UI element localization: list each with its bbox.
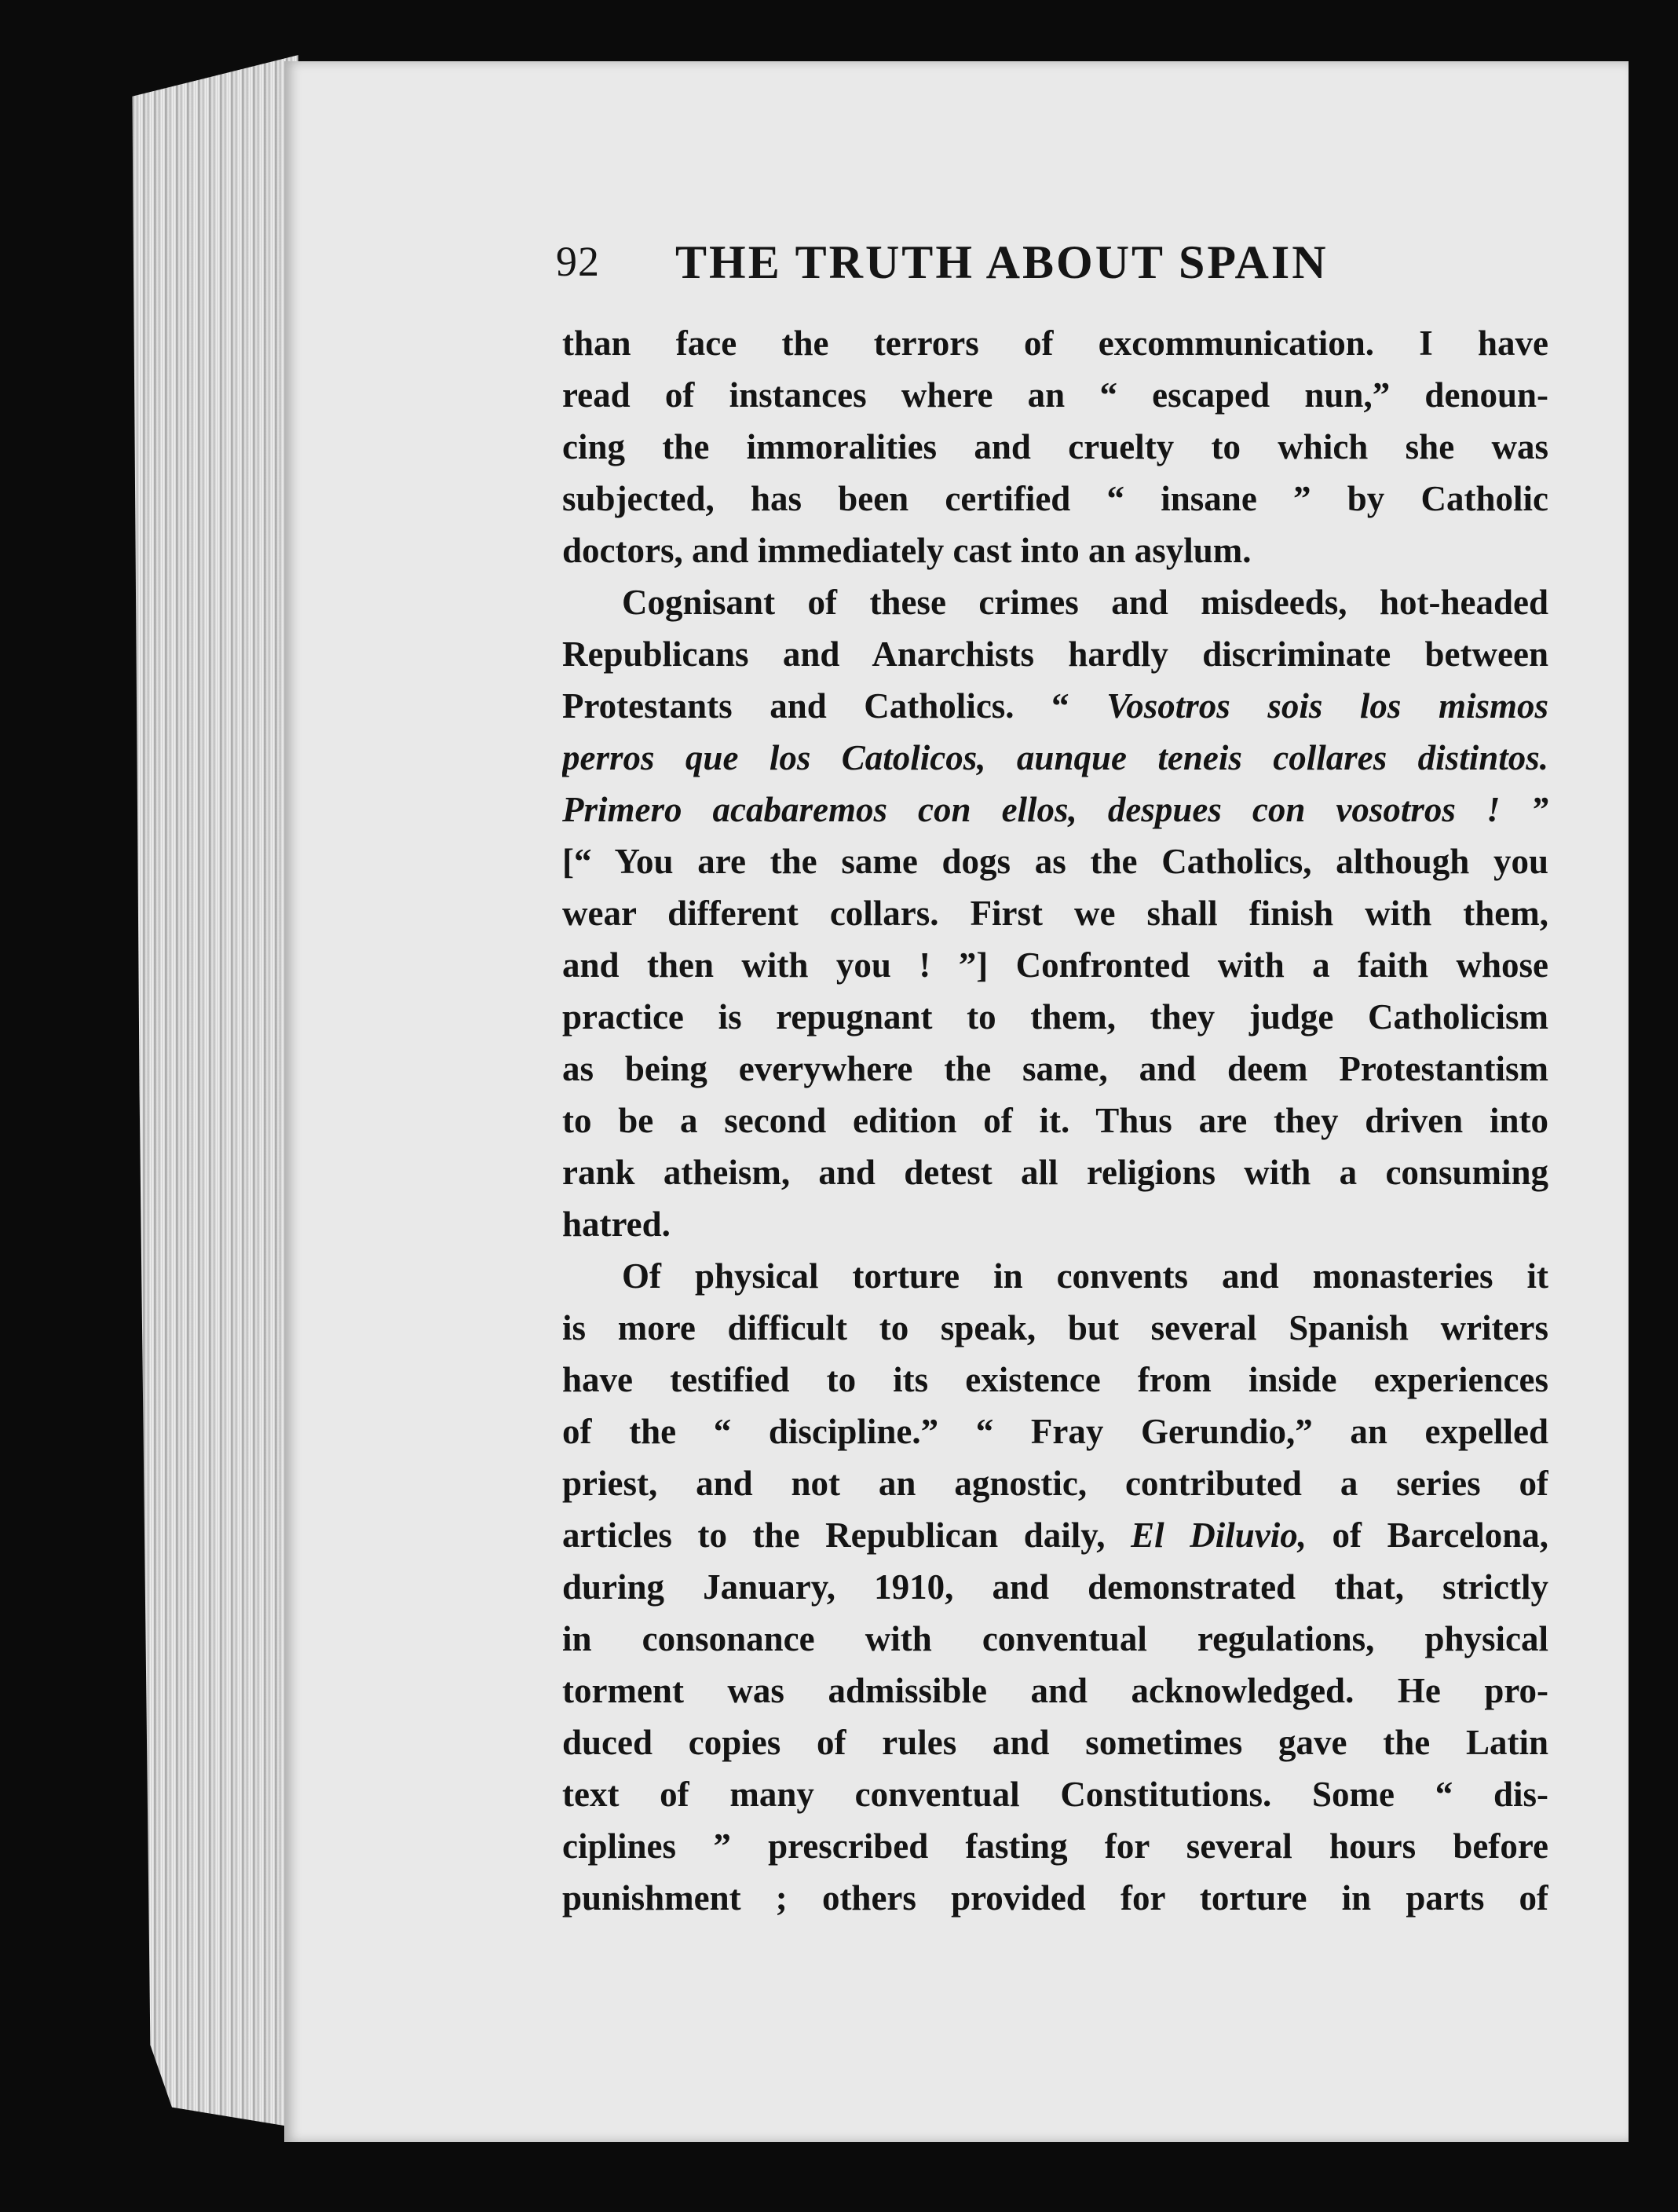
text-line: practice is repugnant to them, they judge Catholicism (562, 997, 1548, 1037)
text-line: rank atheism, and detest all religions with a consuming (562, 1153, 1548, 1192)
text-line: [“ You are the same dogs as the Catholics, although you (562, 842, 1548, 881)
text-line: of the “ discipline.” “ Fray Gerundio,” an expelled (562, 1412, 1548, 1451)
text-line: Cognisant of these crimes and misdeeds, hot-headed (622, 583, 1548, 622)
italic-quote: Vosotros sois los mismos (1106, 686, 1548, 726)
text-line-italic: Primero acabaremos con ellos, despues con vosotros ! ” (562, 790, 1548, 829)
text-line: is more difficult to speak, but several Spanish writers (562, 1308, 1548, 1347)
text-line: to be a second edition of it. Thus are they driven into (562, 1101, 1548, 1140)
page-header (556, 236, 1547, 298)
text-segment: Protestants and Catholics. “ (562, 686, 1069, 726)
text-line: Republicans and Anarchists hardly discriminate between (562, 634, 1548, 674)
text-line: than face the terrors of excommunication. I have (562, 324, 1548, 363)
text-line: hatred. (562, 1205, 671, 1244)
book-page-edges (118, 55, 298, 2128)
text-line: and then with you ! ”] Confronted with a faith whose (562, 945, 1548, 985)
text-segment: of Barcelona, (1306, 1515, 1548, 1555)
page-number: 92 (556, 238, 600, 285)
text-line: wear different collars. First we shall finish with them, (562, 894, 1548, 933)
text-line: in consonance with conventual regulations, physical (562, 1619, 1548, 1658)
text-line: doctors, and immediately cast into an asylum. (562, 531, 1252, 570)
text-line: torment was admissible and acknowledged. He pro- (562, 1671, 1548, 1710)
text-line: cing the immoralities and cruelty to which she was (562, 427, 1548, 466)
text-line: as being everywhere the same, and deem Protestantism (562, 1049, 1548, 1088)
text-line: Of physical torture in convents and monasteries it (622, 1256, 1548, 1296)
text-line-italic: perros que los Catolicos, aunque teneis collares distintos. (562, 738, 1548, 777)
text-line: punishment ; others provided for torture in parts of (562, 1878, 1548, 1918)
text-line: duced copies of rules and sometimes gave the Latin (562, 1723, 1548, 1762)
text-line: during January, 1910, and demonstrated that, strictly (562, 1567, 1548, 1607)
text-line (562, 680, 1548, 732)
text-line: priest, and not an agnostic, contributed a series of (562, 1464, 1548, 1503)
text-line: subjected, has been certified “ insane ” by Catholic (562, 479, 1548, 518)
text-line (562, 1509, 1548, 1561)
newspaper-title: El Diluvio, (1131, 1515, 1307, 1555)
text-line: text of many conventual Constitutions. Some “ dis- (562, 1775, 1548, 1814)
text-line: read of instances where an “ escaped nun,” denoun- (562, 375, 1548, 415)
text-segment: articles to the Republican daily, (562, 1515, 1131, 1555)
text-line: have testified to its existence from inside experiences (562, 1360, 1548, 1399)
text-line: ciplines ” prescribed fasting for several hours before (562, 1826, 1548, 1866)
running-title: THE TRUTH ABOUT SPAIN (675, 236, 1329, 288)
body-text (562, 317, 1548, 1924)
